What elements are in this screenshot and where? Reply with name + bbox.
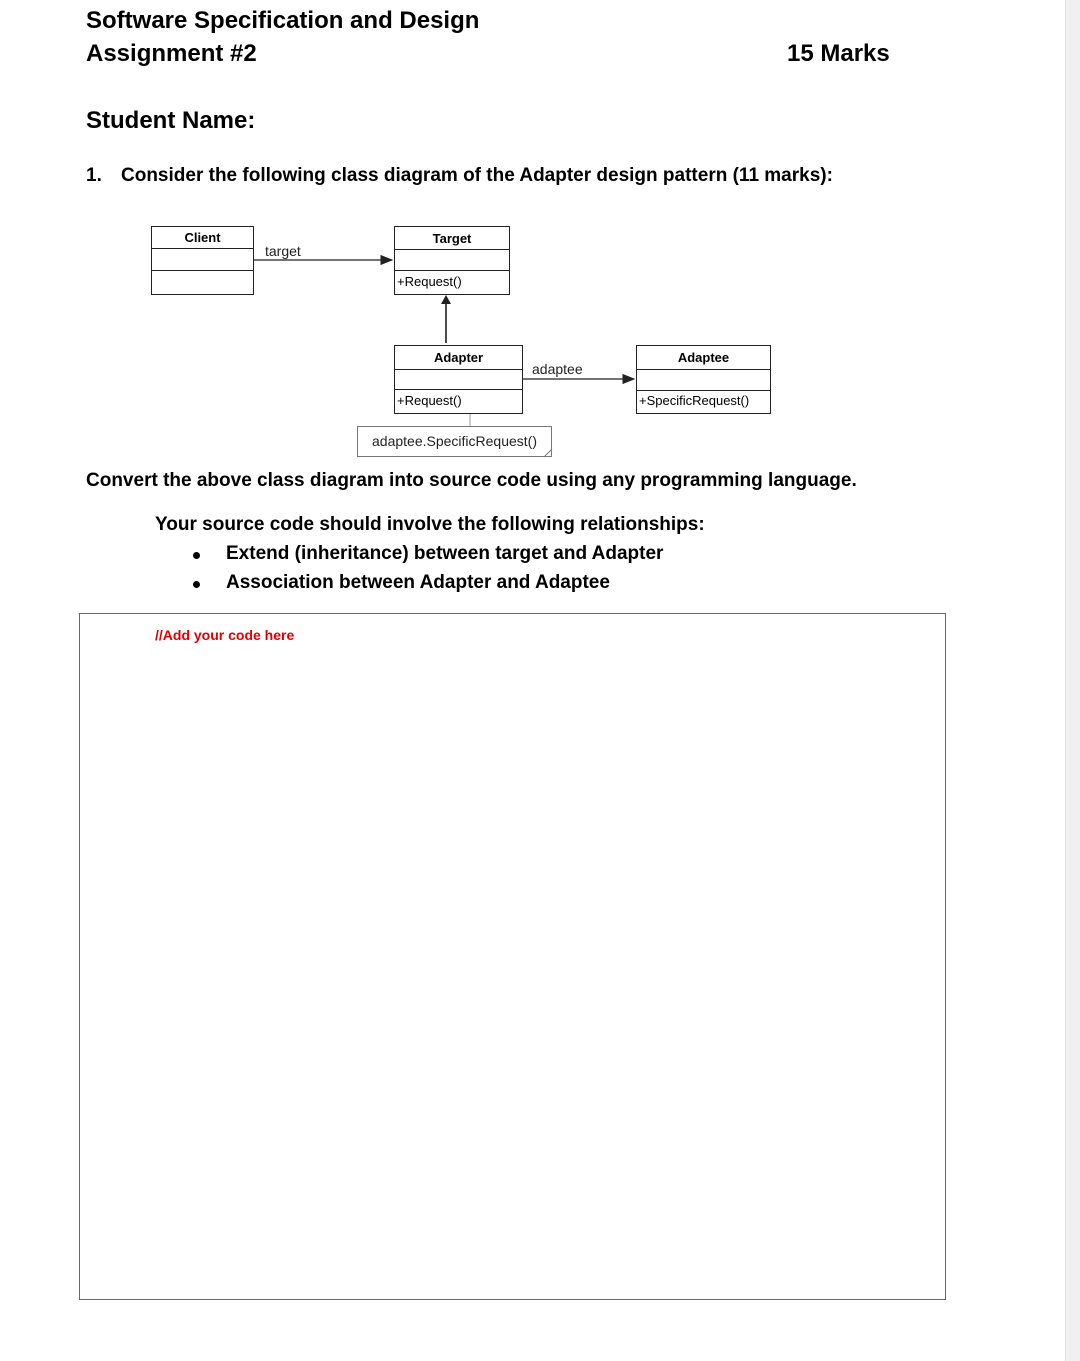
class-client [151, 226, 254, 295]
class-target-name: Target [395, 227, 509, 250]
inheritance-arrowhead [441, 295, 451, 304]
relationship-item-association: Association between Adapter and Adaptee [226, 572, 610, 593]
class-client-operations [152, 271, 253, 292]
convert-instruction: Convert the above class diagram into source code using any programming language. [86, 470, 857, 491]
class-client-name: Client [152, 227, 253, 249]
class-target-operation: +Request() [397, 274, 462, 289]
class-adaptee-name: Adaptee [637, 346, 770, 370]
bullet-icon [193, 581, 200, 588]
course-title: Software Specification and Design [86, 7, 480, 34]
association-label-adaptee: adaptee [532, 361, 583, 377]
class-client-attributes [152, 249, 253, 271]
class-adapter-name: Adapter [395, 346, 522, 370]
class-adaptee [636, 345, 771, 414]
uml-note: adaptee.SpecificRequest() [357, 426, 552, 457]
relationship-item-inheritance: Extend (inheritance) between target and Adapter [226, 543, 664, 564]
class-adapter-attributes [395, 370, 522, 390]
class-target [394, 226, 510, 295]
code-placeholder-comment: //Add your code here [155, 627, 295, 643]
relationships-intro: Your source code should involve the following relationships: [155, 514, 705, 535]
assignment-number: Assignment #2 [86, 40, 257, 67]
class-adapter-operation: +Request() [397, 393, 462, 408]
class-adapter [394, 345, 523, 414]
class-adaptee-attributes [637, 370, 770, 391]
question-text: Consider the following class diagram of the Adapter design pattern (11 marks): [121, 165, 833, 186]
student-name-label: Student Name: [86, 107, 256, 134]
code-answer-box[interactable] [79, 613, 946, 1300]
bullet-icon [193, 552, 200, 559]
association-label-target: target [265, 243, 301, 259]
total-marks: 15 Marks [787, 40, 890, 67]
class-target-attributes [395, 250, 509, 271]
question-number: 1. [86, 165, 102, 186]
class-adaptee-operation: +SpecificRequest() [639, 393, 750, 408]
